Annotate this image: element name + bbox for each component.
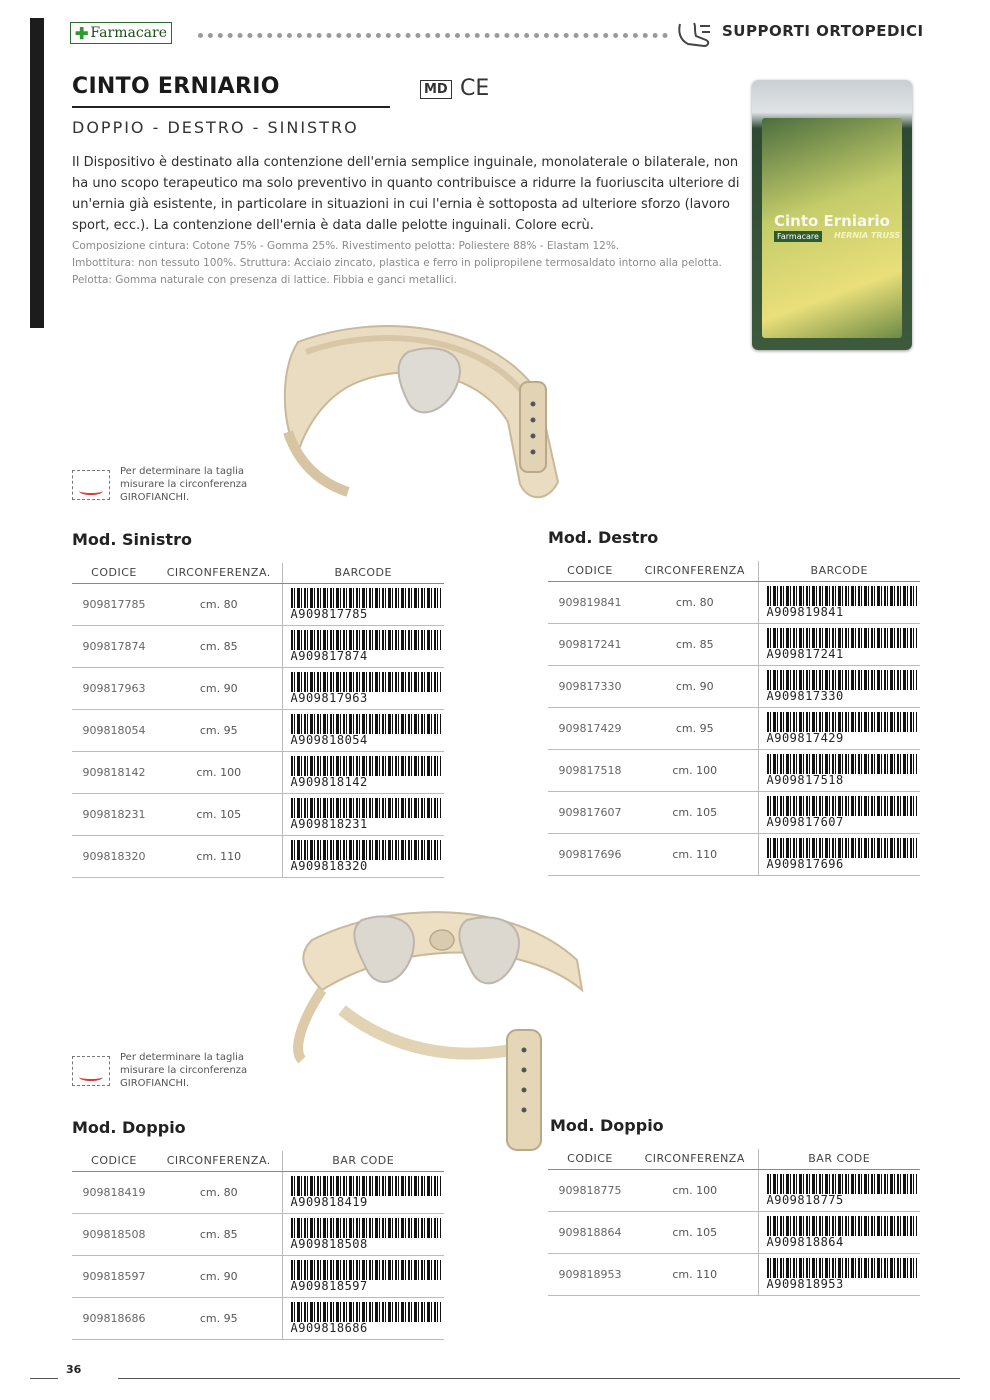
barcode-number: A909817696 (766, 856, 844, 871)
product-code: 909817330 (548, 665, 632, 707)
table-row (72, 1213, 444, 1255)
barcode-number: A909817607 (766, 814, 844, 829)
package-title: Cinto Erniario (774, 212, 890, 230)
medical-device-mark: MD (420, 80, 452, 99)
barcode-number: A909818054 (290, 732, 368, 747)
footer-rule-left (30, 1378, 58, 1379)
product-code: 909817874 (72, 625, 156, 667)
circumference: cm. 95 (632, 707, 758, 749)
size-note-line: GIROFIANCHI. (120, 1078, 190, 1089)
barcode-cell (282, 1255, 444, 1297)
size-note-line: misurare la circonferenza (120, 1065, 248, 1076)
barcode-cell (758, 749, 920, 791)
product-title: CINTO ERNIARIO (72, 74, 280, 99)
barcode-number: A909817429 (766, 730, 844, 745)
column-header-barcode: BAR CODE (282, 1151, 444, 1171)
barcode-bars (767, 1174, 917, 1194)
barcode-bars (291, 672, 441, 692)
side-tab-bar (30, 18, 44, 328)
barcode-number: A909817330 (766, 688, 844, 703)
product-code: 909818142 (72, 751, 156, 793)
circumference: cm. 90 (632, 665, 758, 707)
table-row (72, 583, 444, 625)
barcode-bars (291, 1176, 441, 1196)
barcode-cell (282, 583, 444, 625)
size-note-line: Per determinare la taglia (120, 466, 244, 477)
product-code: 909818054 (72, 709, 156, 751)
product-code: 909817518 (548, 749, 632, 791)
sizes-table-destro (548, 561, 920, 876)
model-title-doppio-right: Mod. Doppio (550, 1116, 664, 1135)
barcode-number: A909817963 (290, 690, 368, 705)
barcode-number: A909817785 (290, 606, 368, 621)
barcode-bars (767, 1216, 917, 1236)
product-code: 909818320 (72, 835, 156, 877)
barcode-bars (767, 754, 917, 774)
composition-line: Imbottitura: non tessuto 100%. Struttura: Acciaio zincato, plastica e ferro in polipropilene termosaldato intorno alla pelotta. (72, 257, 722, 269)
table-row (72, 835, 444, 877)
barcode-bars (291, 756, 441, 776)
size-note (120, 465, 270, 504)
table-row (548, 1211, 920, 1253)
circumference: cm. 80 (156, 1171, 282, 1213)
product-code: 909818953 (548, 1253, 632, 1295)
sizes-table-doppio-left (72, 1151, 444, 1340)
table-row (72, 625, 444, 667)
model-title-doppio-left: Mod. Doppio (72, 1118, 186, 1137)
column-header-barcode: BARCODE (758, 561, 920, 581)
product-code: 909818864 (548, 1211, 632, 1253)
size-note-line: Per determinare la taglia (120, 1052, 244, 1063)
product-code: 909817429 (548, 707, 632, 749)
circumference: cm. 100 (632, 1169, 758, 1211)
barcode-bars (291, 1302, 441, 1322)
circumference: cm. 85 (632, 623, 758, 665)
barcode-bars (291, 798, 441, 818)
product-code: 909818686 (72, 1297, 156, 1339)
foot-brace-icon (674, 20, 714, 56)
barcode-cell (282, 667, 444, 709)
barcode-cell (282, 625, 444, 667)
product-code: 909818508 (72, 1213, 156, 1255)
barcode-bars (291, 1260, 441, 1280)
barcode-cell (282, 1213, 444, 1255)
table-row (548, 1169, 920, 1211)
barcode-cell (758, 791, 920, 833)
circumference: cm. 90 (156, 667, 282, 709)
table-header-row (72, 1151, 444, 1171)
barcode-bars (291, 714, 441, 734)
column-header-code: CODICE (72, 1151, 156, 1171)
barcode-number: A909818508 (290, 1236, 368, 1251)
barcode-cell (282, 1297, 444, 1339)
ce-mark: CE (460, 76, 490, 101)
barcode-number: A909819841 (766, 604, 844, 619)
barcode-bars (767, 628, 917, 648)
table-header-row (548, 561, 920, 581)
table-row (548, 791, 920, 833)
table-row (548, 707, 920, 749)
package-subtitle: HERNIA TRUSS (834, 231, 901, 240)
barcode-cell (758, 833, 920, 875)
barcode-number: A909818775 (766, 1192, 844, 1207)
circumference: cm. 110 (632, 1253, 758, 1295)
barcode-number: A909817518 (766, 772, 844, 787)
barcode-cell (758, 623, 920, 665)
table-header-row (548, 1149, 920, 1169)
barcode-cell (282, 1171, 444, 1213)
circumference: cm. 100 (632, 749, 758, 791)
model-title-destro: Mod. Destro (548, 528, 659, 547)
footer-rule (118, 1378, 960, 1379)
circumference: cm. 110 (156, 835, 282, 877)
barcode-bars (291, 840, 441, 860)
barcode-cell (282, 835, 444, 877)
table-row (72, 709, 444, 751)
product-package-image (752, 80, 912, 350)
product-code: 909818231 (72, 793, 156, 835)
table-row (548, 581, 920, 623)
column-header-barcode: BARCODE (282, 563, 444, 583)
table-row (72, 751, 444, 793)
barcode-cell (758, 707, 920, 749)
sizes-table-doppio-right (548, 1149, 920, 1296)
size-note-line: misurare la circonferenza (120, 479, 248, 490)
column-header-code: CODICE (548, 561, 632, 581)
barcode-bars (291, 630, 441, 650)
barcode-cell (282, 751, 444, 793)
barcode-cell (282, 793, 444, 835)
table-row (548, 833, 920, 875)
product-code: 909818597 (72, 1255, 156, 1297)
barcode-bars (767, 1258, 917, 1278)
column-header-circumference: CIRCONFERENZA. (156, 1151, 282, 1171)
circumference: cm. 105 (156, 793, 282, 835)
table-header-row (72, 563, 444, 583)
circumference: cm. 105 (632, 791, 758, 833)
circumference: cm. 80 (156, 583, 282, 625)
table-row (72, 1255, 444, 1297)
barcode-cell (758, 581, 920, 623)
product-code: 909817607 (548, 791, 632, 833)
product-code: 909819841 (548, 581, 632, 623)
circumference: cm. 85 (156, 1213, 282, 1255)
category-label: SUPPORTI ORTOPEDICI (722, 22, 924, 40)
barcode-cell (758, 665, 920, 707)
composition-info (72, 238, 742, 289)
size-note (120, 1051, 270, 1090)
circumference: cm. 80 (632, 581, 758, 623)
single-hernia-belt-image (258, 312, 588, 522)
table-row (548, 1253, 920, 1295)
size-note-line: GIROFIANCHI. (120, 492, 190, 503)
table-row (72, 1297, 444, 1339)
waist-measure-icon (72, 470, 110, 500)
product-code: 909817241 (548, 623, 632, 665)
column-header-circumference: CIRCONFERENZA (632, 1149, 758, 1169)
barcode-number: A909818231 (290, 816, 368, 831)
barcode-number: A909818142 (290, 774, 368, 789)
barcode-bars (767, 586, 917, 606)
product-code: 909818775 (548, 1169, 632, 1211)
circumference: cm. 90 (156, 1255, 282, 1297)
table-row (548, 665, 920, 707)
barcode-number: A909817874 (290, 648, 368, 663)
header-dotted-rule (198, 33, 668, 38)
barcode-cell (282, 709, 444, 751)
page-number: 36 (66, 1363, 82, 1376)
barcode-number: A909818953 (766, 1276, 844, 1291)
product-description: Il Dispositivo è destinato alla contenzione dell'ernia semplice inguinale, monolaterale o bilaterale, non ha uno scopo terapeutico ma solo preventivo in quanto contribuisce a ridurre la fuoriuscita ulteriore di un'ernia già esistente, in particolare in situazioni in cui l'ernia è sottoposta ad ulteriore sforzo (lavoro sport, ecc.). La contenzione dell'ernia è data dalle pelotte inguinali. Colore ecrù. (72, 155, 740, 233)
circumference: cm. 100 (156, 751, 282, 793)
model-title-sinistro: Mod. Sinistro (72, 530, 192, 549)
table-row (72, 1171, 444, 1213)
column-header-circumference: CIRCONFERENZA. (156, 563, 282, 583)
circumference: cm. 110 (632, 833, 758, 875)
table-row (72, 793, 444, 835)
barcode-number: A909818864 (766, 1234, 844, 1249)
table-row (548, 749, 920, 791)
composition-line: Composizione cintura: Cotone 75% - Gomma 25%. Rivestimento pelotta: Poliestere 88% - Elastam 12%. (72, 240, 620, 252)
brand-name: Farmacare (90, 25, 167, 41)
column-header-code: CODICE (548, 1149, 632, 1169)
barcode-bars (767, 796, 917, 816)
sizes-table-sinistro (72, 563, 444, 878)
waist-measure-icon (72, 1056, 110, 1086)
column-header-code: CODICE (72, 563, 156, 583)
barcode-cell (758, 1253, 920, 1295)
table-row (548, 623, 920, 665)
title-underline (72, 106, 390, 108)
barcode-cell (758, 1169, 920, 1211)
green-cross-icon: ✚ (75, 23, 89, 43)
barcode-number: A909818320 (290, 858, 368, 873)
circumference: cm. 95 (156, 1297, 282, 1339)
barcode-bars (291, 1218, 441, 1238)
table-row (72, 667, 444, 709)
column-header-barcode: BAR CODE (758, 1149, 920, 1169)
barcode-bars (767, 838, 917, 858)
barcode-number: A909817241 (766, 646, 844, 661)
composition-line: Pelotta: Gomma naturale con presenza di lattice. Fibbia e ganci metallici. (72, 274, 457, 286)
barcode-number: A909818419 (290, 1194, 368, 1209)
barcode-bars (767, 712, 917, 732)
product-code: 909817963 (72, 667, 156, 709)
circumference: cm. 85 (156, 625, 282, 667)
barcode-number: A909818686 (290, 1320, 368, 1335)
circumference: cm. 105 (632, 1211, 758, 1253)
circumference: cm. 95 (156, 709, 282, 751)
barcode-bars (291, 588, 441, 608)
package-brand: Farmacare (774, 231, 822, 242)
product-code: 909817696 (548, 833, 632, 875)
product-code: 909817785 (72, 583, 156, 625)
column-header-circumference: CIRCONFERENZA (632, 561, 758, 581)
barcode-bars (767, 670, 917, 690)
brand-logo (70, 22, 172, 44)
barcode-cell (758, 1211, 920, 1253)
product-code: 909818419 (72, 1171, 156, 1213)
product-subtitle: DOPPIO - DESTRO - SINISTRO (72, 118, 359, 137)
barcode-number: A909818597 (290, 1278, 368, 1293)
